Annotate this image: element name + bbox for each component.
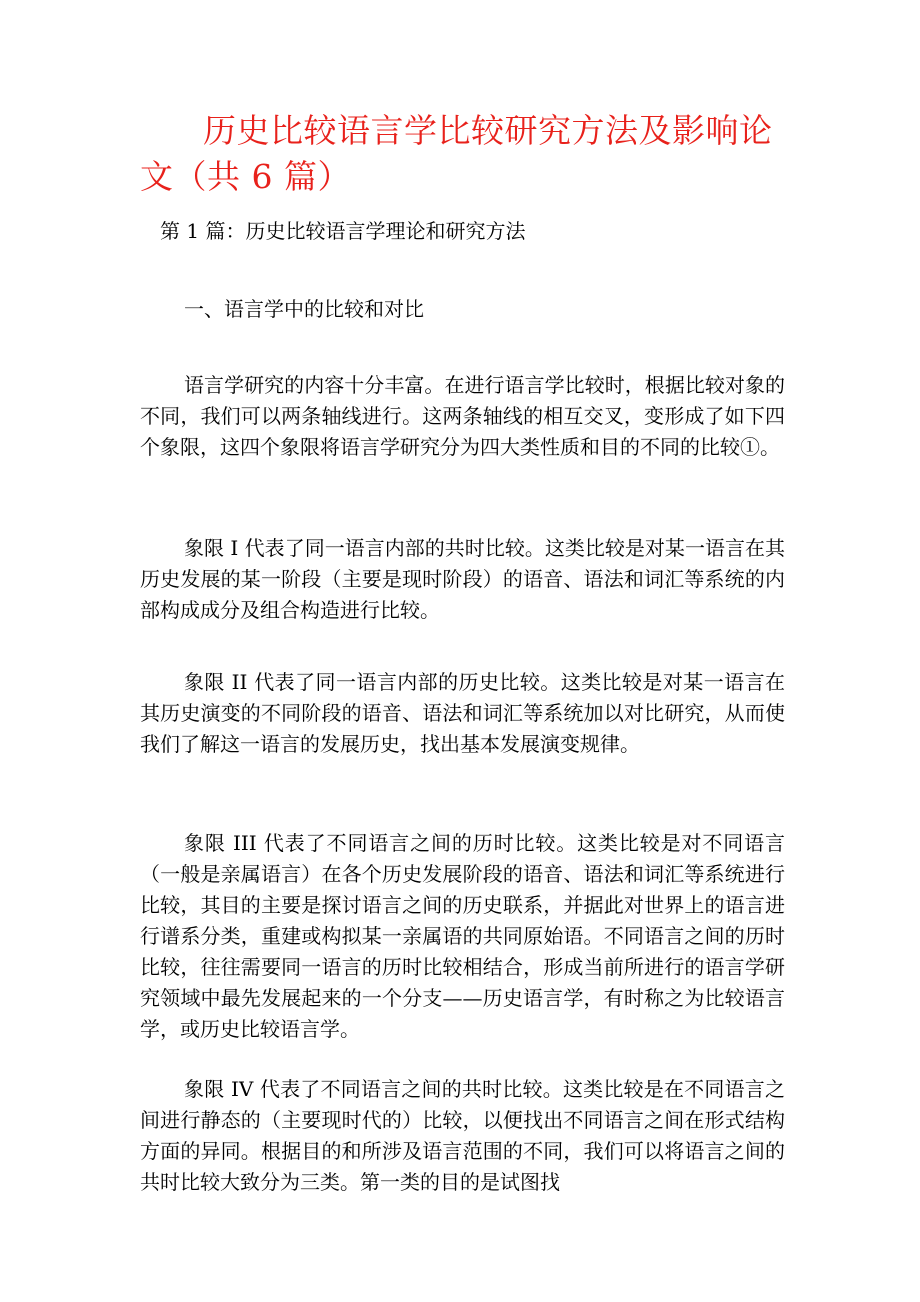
document-title: 历史比较语言学比较研究方法及影响论文（共 6 篇）: [140, 111, 773, 196]
paragraph-quadrant-2: 象限 II 代表了同一语言内部的历史比较。这类比较是对某一语言在其历史演变的不同阶段的语音、语法和词汇等系统加以对比研究，从而使我们了解这一语言的发展历史，找出基本发展演变规律。: [140, 670, 785, 756]
paragraph-intro: 语言学研究的内容十分丰富。在进行语言学比较时，根据比较对象的不同，我们可以两条轴线进行。这两条轴线的相互交叉，变形成了如下四个象限，这四个象限将语言学研究分为四大类性质和目的不同的比较①。: [140, 373, 785, 459]
paragraph-quadrant-4: 象限 IV 代表了不同语言之间的共时比较。这类比较是在不同语言之间进行静态的（主要现时代的）比较，以便找出不同语言之间在形式结构方面的异同。根据目的和所涉及语言范围的不同，我们可以将语言之间的共时比较大致分为三类。第一类的目的是试图找: [140, 1077, 785, 1194]
paragraph-quadrant-3: 象限 III 代表了不同语言之间的历时比较。这类比较是对不同语言（一般是亲属语言）在各个历史发展阶段的语音、语法和词汇等系统进行比较，其目的主要是探讨语言之间的历史联系，并据此对世界上的语言进行谱系分类，重建或构拟某一亲属语的共同原始语。不同语言之间的历时比较，往往需要同一语言的历时比较相结合，形成当前所进行的语言学研究领域中最先发展起来的一个分支——历史语言学，有时称之为比较语言学，或历史比较语言学。: [140, 831, 785, 1041]
section-heading: 一、语言学中的比较和对比: [184, 297, 424, 321]
paragraph-quadrant-1: 象限 I 代表了同一语言内部的共时比较。这类比较是对某一语言在其历史发展的某一阶段（主要是现时阶段）的语音、语法和词汇等系统的内部构成成分及组合构造进行比较。: [140, 536, 785, 622]
part-heading: 第 1 篇：历史比较语言学理论和研究方法: [160, 219, 526, 243]
